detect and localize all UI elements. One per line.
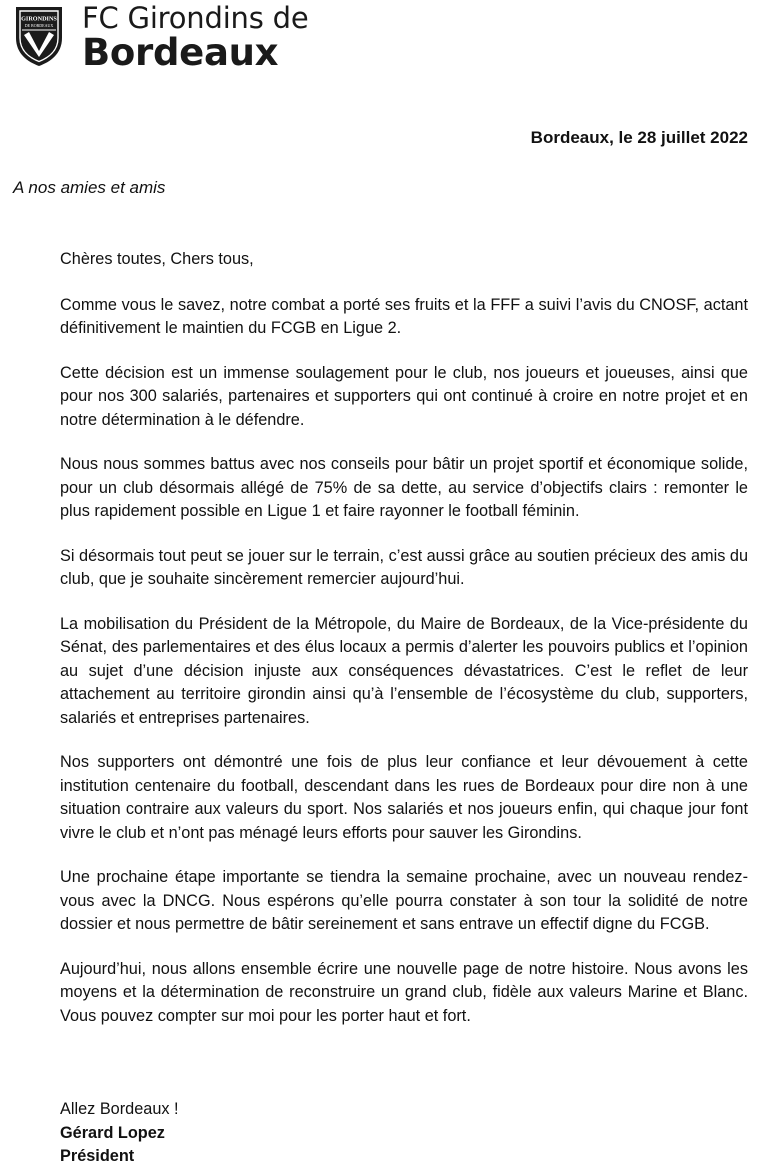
- paragraph: Comme vous le savez, notre combat a porté ses fruits et la FFF a suivi l’avis du CNOSF, actant définitivement le maintien du FCGB en Ligue 2.: [60, 295, 748, 337]
- signer-name: Gérard Lopez: [60, 1123, 165, 1142]
- letterhead: [12, 1, 309, 74]
- paragraph: Nos supporters ont démontré une fois de plus leur confiance et leur dévouement à cette institution centenaire du football, descendant dans les rues de Bordeaux pour dire non à une situation contraire aux valeurs du sport. Nos salariés et nos joueurs enfin, qui chaque jour font vivre le club et n’ont pas ménagé leurs efforts pour sauver les Girondins.: [60, 753, 748, 842]
- closing: Allez Bordeaux !: [60, 1100, 179, 1118]
- club-name: [82, 1, 309, 74]
- paragraph: Si désormais tout peut se jouer sur le terrain, c’est aussi grâce au soutien précieux des amis du club, que je souhaite sincèrement remercier aujourd’hui.: [60, 546, 748, 588]
- paragraph: Aujourd’hui, nous allons ensemble écrire une nouvelle page de notre histoire. Nous avons les moyens et la détermination de reconstruire un grand club, fidèle aux valeurs Marine et Blanc. Vous pouvez compter sur moi pour les porter haut et fort.: [60, 959, 748, 1025]
- club-name-line1: FC Girondins de: [82, 1, 309, 35]
- salutation: Chères toutes, Chers tous,: [60, 250, 254, 268]
- crest-text-top: GIRONDINS: [21, 15, 57, 23]
- signer-title: Président: [60, 1147, 135, 1165]
- paragraph: Une prochaine étape importante se tiendra la semaine prochaine, avec un nouveau rendez-vous avec la DNCG. Nous espérons qu’elle pourra constater à son tour la solidité de notre dossier et nous permettre de bâtir sereinement et sans entrave un effectif digne du FCGB.: [60, 868, 748, 933]
- club-crest-icon: [12, 4, 66, 68]
- paragraph: Nous nous sommes battus avec nos conseils pour bâtir un projet sportif et économique solide, pour un club désormais allégé de 75% de sa dette, au service d’objectifs clairs : remonter le plus rapidement possible en Ligue 1 et faire rayonner le football féminin.: [60, 455, 748, 520]
- paragraph: Cette décision est un immense soulagement pour le club, nos joueurs et joueuses, ainsi que pour nos 300 salariés, partenaires et supporters qui ont continué à croire en notre projet et en notre détermination à le défendre.: [60, 363, 748, 429]
- letter-recipient: A nos amies et amis: [13, 178, 166, 197]
- signature-block: [60, 1098, 179, 1169]
- club-name-line2: Bordeaux: [82, 31, 279, 74]
- letter-date: Bordeaux, le 28 juillet 2022: [530, 128, 748, 147]
- crest-text-bottom: DE BORDEAUX: [24, 23, 54, 28]
- letter-body: [60, 248, 748, 1049]
- paragraph: La mobilisation du Président de la Métropole, du Maire de Bordeaux, de la Vice-présidente du Sénat, des parlementaires et des élus locaux a permis d’alerter les pouvoirs publics et l’opinion au sujet d’une décision injuste aux conséquences dévastatrices. C’est le reflet de leur attachement au territoire girondin ainsi qu’à l’ensemble de l’écosystème du club, supporters, salariés et entreprises partenaires.: [60, 614, 748, 727]
